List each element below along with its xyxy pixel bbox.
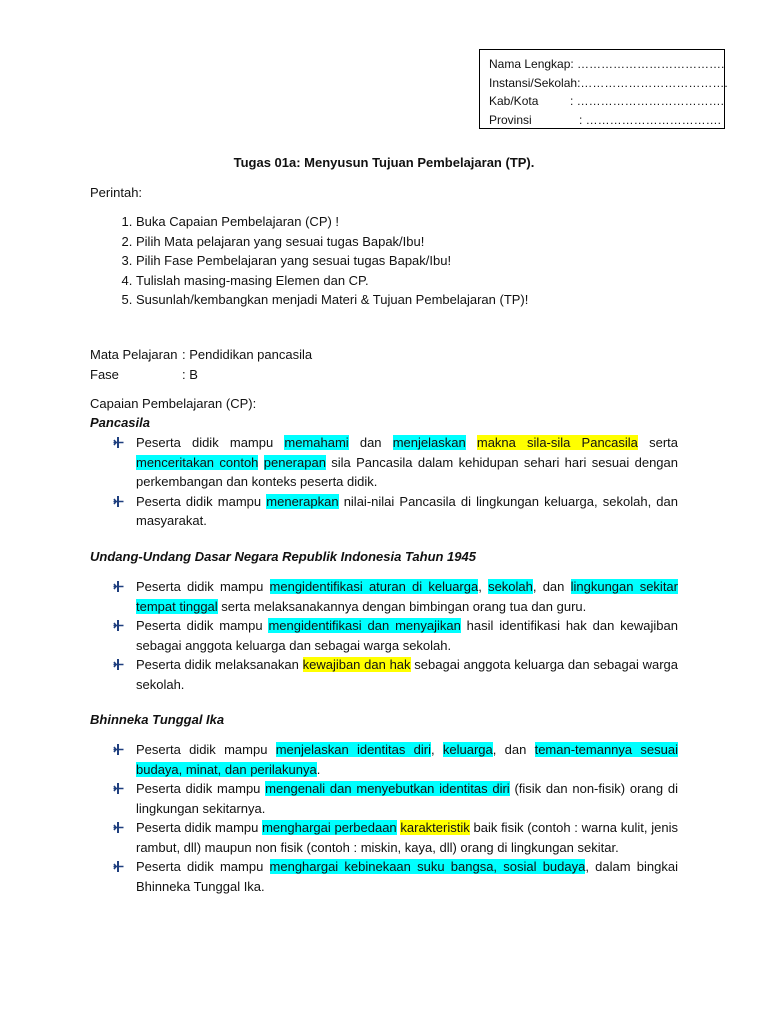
identity-label: Instansi/Sekolah xyxy=(489,75,578,90)
text-segment: nilai-nilai Pancasila di lingkungan keluarga, sekolah, dan masyarakat. xyxy=(136,493,678,528)
highlighted-text: memahami xyxy=(284,435,349,450)
text-segment: sebagai anggota keluarga dan sebagai warga sekolah. xyxy=(136,657,679,692)
step-item: 1. Buka Capaian Pembelajaran (CP) ! xyxy=(136,212,528,232)
section-list-pancasila xyxy=(113,433,678,531)
arrow-bullet-icon xyxy=(113,658,124,671)
identity-value: : ……………………………. xyxy=(579,112,722,127)
highlighted-text: menjelaskan xyxy=(392,435,466,450)
phase-value: : B xyxy=(182,366,198,382)
arrow-bullet-icon xyxy=(113,743,124,756)
text-segment: Peserta didik mampu xyxy=(136,618,269,633)
arrow-bullet-icon xyxy=(113,436,124,449)
phase-label: Fase xyxy=(90,366,119,382)
text-segment: , dan xyxy=(532,579,571,594)
identity-label: Provinsi xyxy=(489,112,532,127)
text-segment: Peserta didik mampu xyxy=(136,493,267,509)
highlighted-text: menerapkan xyxy=(266,493,339,509)
section-title-pancasila: Pancasila xyxy=(90,415,150,430)
step-item: 5. Susunlah/kembangkan menjadi Materi & Tujuan Pembelajaran (TP)! xyxy=(136,290,528,310)
identity-label: Kab/Kota xyxy=(489,94,539,108)
list-item xyxy=(113,655,678,694)
arrow-bullet-icon xyxy=(113,821,124,834)
subject-value: : Pendidikan pancasila xyxy=(182,347,313,362)
arrow-bullet-icon xyxy=(113,495,124,508)
subject-meta xyxy=(90,345,312,384)
text-segment: serta xyxy=(637,435,678,450)
list-item xyxy=(113,433,678,492)
highlighted-text: menceritakan contoh xyxy=(136,454,259,470)
text-segment: baik fisik (contoh : warna kulit, jenis rambut, dll) maupun non fisik (contoh : miskin, kaya, dll) orang di lingkungan sekitar. xyxy=(136,820,678,855)
text-segment: serta melaksanakannya dengan bimbingan orang tua dan guru. xyxy=(217,598,587,614)
phase-row xyxy=(90,365,312,385)
highlighted-text: menjelaskan identitas diri xyxy=(275,742,431,757)
instruction-label: Perintah: xyxy=(90,185,143,200)
arrow-bullet-icon xyxy=(113,580,124,593)
step-item: 2. Pilih Mata pelajaran yang sesuai tugas Bapak/Ibu! xyxy=(136,232,528,252)
highlighted-text: lingkungan sekitar tempat tinggal xyxy=(136,579,678,614)
text-segment xyxy=(258,455,263,470)
text-segment: Peserta didik mampu xyxy=(136,435,285,450)
highlighted-text: mengenali dan menyebutkan identitas diri xyxy=(265,781,510,796)
identity-label: Nama Lengkap xyxy=(489,57,571,71)
text-segment: hasil identifikasi hak dan kewajiban sebagai anggota keluarga dan sebagai warga sekolah. xyxy=(136,618,678,653)
text-segment: Peserta didik mampu xyxy=(136,742,276,757)
list-item xyxy=(113,577,678,616)
text-segment: Peserta didik mampu xyxy=(136,781,266,796)
text-segment: Peserta didik mampu xyxy=(136,820,263,835)
arrow-bullet-icon xyxy=(113,860,124,873)
step-item: 3. Pilih Fase Pembelajaran yang sesuai tugas Bapak/Ibu! xyxy=(136,251,528,271)
instruction-steps xyxy=(90,212,528,310)
identity-row-province xyxy=(489,111,724,130)
text-segment: , dan xyxy=(492,742,535,757)
section-list-bhinneka xyxy=(113,740,678,896)
highlighted-text: kewajiban dan hak xyxy=(302,657,411,672)
subject-label: Mata Pelajaran xyxy=(90,347,178,362)
highlighted-text: makna sila-sila Pancasila xyxy=(476,435,638,450)
highlighted-text: mengidentifikasi dan menyajikan xyxy=(268,618,461,633)
identity-value: : ………………………………. xyxy=(570,57,725,71)
highlighted-text: menghargai perbedaan xyxy=(262,820,397,835)
highlighted-text: menghargai kebinekaan suku bangsa, sosial budaya xyxy=(269,859,586,874)
text-segment: , xyxy=(478,579,489,594)
identity-box xyxy=(479,49,728,129)
subject-row xyxy=(90,345,312,365)
list-item xyxy=(113,740,678,779)
section-list-uud-1945 xyxy=(113,577,678,694)
text-segment: dan xyxy=(348,435,393,450)
section-title-bhinneka: Bhinneka Tunggal Ika xyxy=(90,712,225,727)
text-segment: , xyxy=(430,742,443,757)
highlighted-text: teman-temannya sesuai budaya, minat, dan perilakunya xyxy=(136,742,678,777)
list-item xyxy=(113,492,678,531)
arrow-bullet-icon xyxy=(113,619,124,632)
list-item xyxy=(113,779,678,818)
highlighted-text: sekolah xyxy=(488,579,533,594)
identity-value: : ………………………………. xyxy=(569,94,724,108)
text-segment: sila Pancasila dalam kehidupan sehari hari sesuai dengan perkembangan dan konteks peserta didik. xyxy=(136,454,678,489)
highlighted-text: keluarga xyxy=(442,742,493,757)
identity-value: :………………………………. xyxy=(577,75,728,90)
step-item: 4. Tulislah masing-masing Elemen dan CP. xyxy=(136,271,528,291)
list-item xyxy=(113,616,678,655)
arrow-bullet-icon xyxy=(113,782,124,795)
highlighted-text: mengidentifikasi aturan di keluarga xyxy=(269,579,479,594)
list-item xyxy=(113,818,678,857)
page-title: Tugas 01a: Menyusun Tujuan Pembelajaran (TP). xyxy=(233,155,535,170)
section-title-uud-1945: Undang-Undang Dasar Negara Republik Indonesia Tahun 1945 xyxy=(90,549,476,564)
text-segment xyxy=(466,435,477,450)
identity-row-city xyxy=(489,92,724,111)
text-segment: Peserta didik melaksanakan xyxy=(136,657,303,672)
highlighted-text: penerapan xyxy=(263,454,326,470)
cp-label: Capaian Pembelajaran (CP): xyxy=(90,396,257,411)
identity-row-institution xyxy=(489,74,728,93)
identity-row-name xyxy=(489,55,724,74)
text-segment: Peserta didik mampu xyxy=(136,859,270,874)
text-segment: , dalam bingkai Bhinneka Tunggal Ika. xyxy=(136,859,678,894)
highlighted-text: karakteristik xyxy=(400,820,470,835)
text-segment: . xyxy=(316,761,321,777)
list-item xyxy=(113,857,678,896)
text-segment: Peserta didik mampu xyxy=(136,579,270,594)
text-segment: (fisik dan non-fisik) orang di lingkungan sekitarnya. xyxy=(136,781,678,816)
